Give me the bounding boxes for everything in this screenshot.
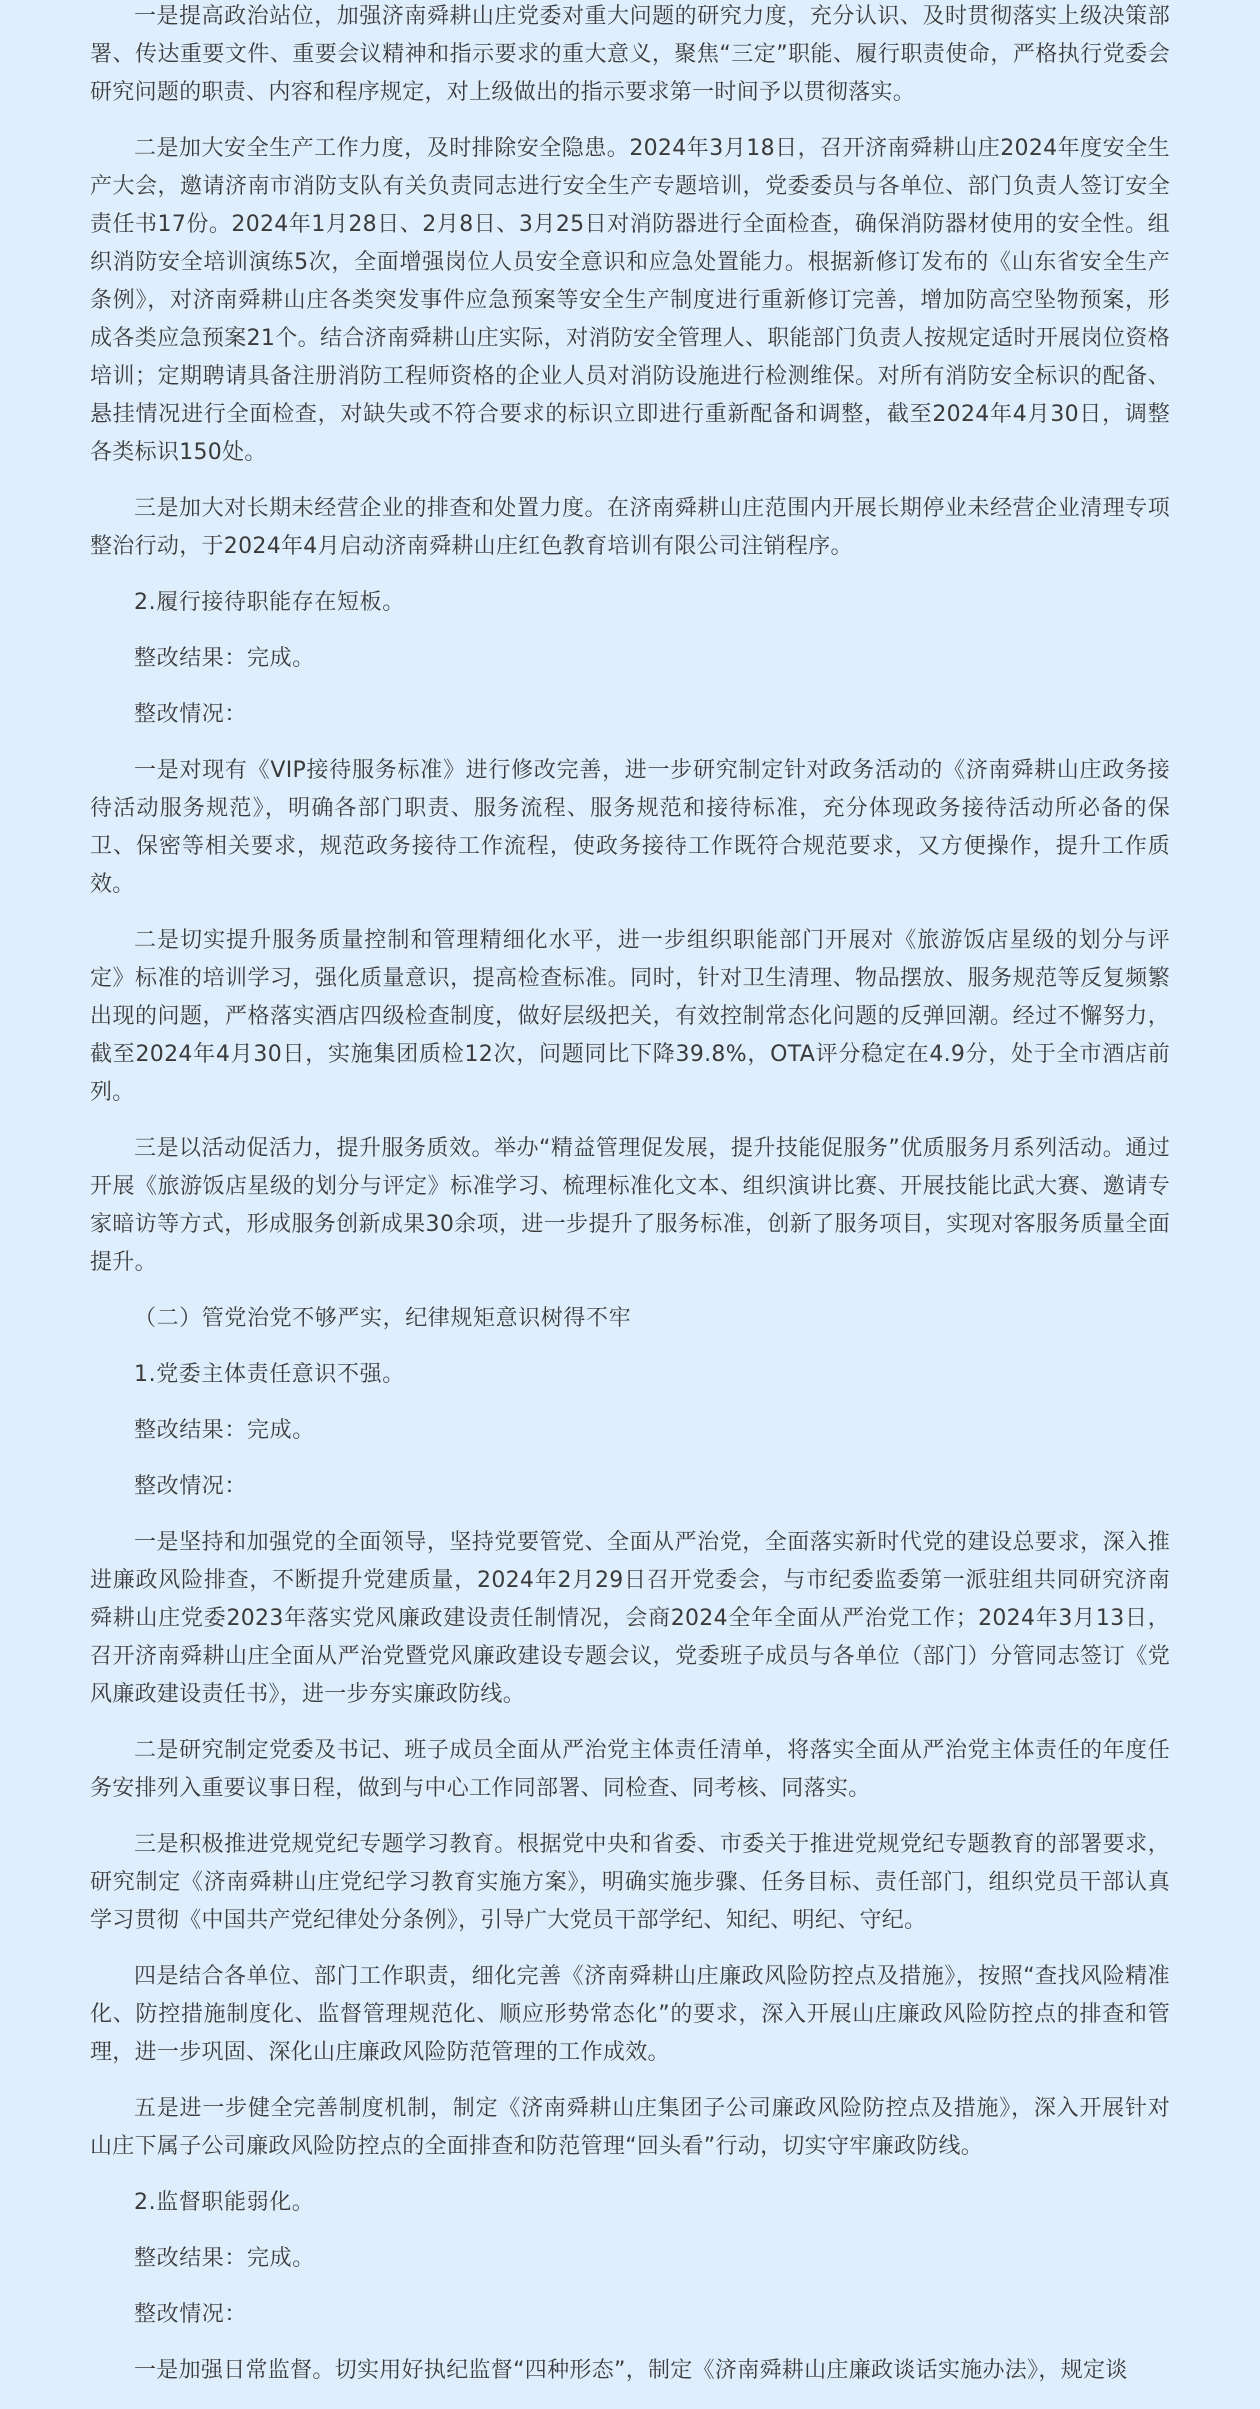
rectification-result-2: 整改结果：完成。 [134, 1418, 315, 1443]
paragraph-risk-control: 四是结合各单位、部门工作职责，细化完善《济南舜耕山庄廉政风险防控点及措施》，按照“查找风险精准化、防控措施制度化、监督管理规范化、顺应形势常态化”的要求，深入开展山庄廉政风险防控点的排查和管理，进一步巩固、深化山庄廉政风险防范管理的工作成效。 [90, 1964, 1170, 2065]
paragraph-dormant-enterprises: 三是加大对长期未经营企业的排查和处置力度。在济南舜耕山庄范围内开展长期停业未经营企业清理专项整治行动，于2024年4月启动济南舜耕山庄红色教育培训有限公司注销程序。 [90, 496, 1170, 559]
rectification-result-3: 整改结果：完成。 [134, 2246, 315, 2271]
paragraph-vip-standard: 一是对现有《VIP接待服务标准》进行修改完善，进一步研究制定针对政务活动的《济南舜耕山庄政务接待活动服务规范》，明确各部门职责、服务流程、服务规范和接待标准，充分体现政务接待活动所必备的保卫、保密等相关要求，规范政务接待工作流程，使政务接待工作既符合规范要求，又方便操作，提升工作质效。 [90, 758, 1170, 897]
heading-reception-shortcoming: 2.履行接待职能存在短板。 [134, 590, 405, 615]
rectification-status-2: 整改情况： [134, 1474, 248, 1499]
paragraph-party-leadership: 一是坚持和加强党的全面领导，坚持党要管党、全面从严治党，全面落实新时代党的建设总要求，深入推进廉政风险排查，不断提升党建质量，2024年2月29日召开党委会，与市纪委监委第一派驻组共同研究济南舜耕山庄党委2023年落实党风廉政建设责任制情况，会商2024全年全面从严治党工作；2024年3月13日，召开济南舜耕山庄全面从严治党暨党风廉政建设专题会议，党委班子成员与各单位（部门）分管同志签订《党风廉政建设责任书》，进一步夯实廉政防线。 [90, 1530, 1170, 1707]
rectification-status-1: 整改情况： [134, 702, 248, 727]
paragraph-responsibility-list: 二是研究制定党委及书记、班子成员全面从严治党主体责任清单，将落实全面从严治党主体责任的年度任务安排列入重要议事日程，做到与中心工作同部署、同检查、同考核、同落实。 [90, 1738, 1170, 1801]
section-heading-party-discipline: （二）管党治党不够严实，纪律规矩意识树得不牢 [134, 1306, 632, 1331]
article-body [90, 0, 1170, 2390]
paragraph-service-activity: 三是以活动促活力，提升服务质效。举办“精益管理促发展，提升技能促服务”优质服务月系列活动。通过开展《旅游饭店星级的划分与评定》标准学习、梳理标准化文本、组织演讲比赛、开展技能比武大赛、邀请专家暗访等方式，形成服务创新成果30余项，进一步提升了服务标准，创新了服务项目，实现对客服务质量全面提升。 [90, 1136, 1170, 1275]
heading-party-responsibility: 1.党委主体责任意识不强。 [134, 1362, 405, 1387]
paragraph-daily-supervision: 一是加强日常监督。切实用好执纪监督“四种形态”，制定《济南舜耕山庄廉政谈话实施办法》，规定谈 [134, 2358, 1128, 2383]
paragraph-political-stance: 一是提高政治站位，加强济南舜耕山庄党委对重大问题的研究力度，充分认识、及时贯彻落实上级决策部署、传达重要文件、重要会议精神和指示要求的重大意义，聚焦“三定”职能、履行职责使命，严格执行党委会研究问题的职责、内容和程序规定，对上级做出的指示要求第一时间予以贯彻落实。 [90, 4, 1170, 105]
paragraph-discipline-education: 三是积极推进党规党纪专题学习教育。根据党中央和省委、市委关于推进党规党纪专题教育的部署要求，研究制定《济南舜耕山庄党纪学习教育实施方案》，明确实施步骤、任务目标、责任部门，组织党员干部认真学习贯彻《中国共产党纪律处分条例》，引导广大党员干部学纪、知纪、明纪、守纪。 [90, 1832, 1170, 1933]
paragraph-service-quality: 二是切实提升服务质量控制和管理精细化水平，进一步组织职能部门开展对《旅游饭店星级的划分与评定》标准的培训学习，强化质量意识，提高检查标准。同时，针对卫生清理、物品摆放、服务规范等反复频繁出现的问题，严格落实酒店四级检查制度，做好层级把关，有效控制常态化问题的反弹回潮。经过不懈努力，截至2024年4月30日，实施集团质检12次，问题同比下降39.8%，OTA评分稳定在4.9分，处于全市酒店前列。 [90, 928, 1170, 1105]
rectification-result-1: 整改结果：完成。 [134, 646, 315, 671]
paragraph-safety-production: 二是加大安全生产工作力度，及时排除安全隐患。2024年3月18日，召开济南舜耕山庄2024年度安全生产大会，邀请济南市消防支队有关负责同志进行安全生产专题培训，党委委员与各单位、部门负责人签订安全责任书17份。2024年1月28日、2月8日、3月25日对消防器进行全面检查，确保消防器材使用的安全性。组织消防安全培训演练5次，全面增强岗位人员安全意识和应急处置能力。根据新修订发布的《山东省安全生产条例》，对济南舜耕山庄各类突发事件应急预案等安全生产制度进行重新修订完善，增加防高空坠物预案，形成各类应急预案21个。结合济南舜耕山庄实际，对消防安全管理人、职能部门负责人按规定适时开展岗位资格培训；定期聘请具备注册消防工程师资格的企业人员对消防设施进行检测维保。对所有消防安全标识的配备、悬挂情况进行全面检查，对缺失或不符合要求的标识立即进行重新配备和调整，截至2024年4月30日，调整各类标识150处。 [90, 136, 1170, 465]
paragraph-subsidiary-control: 五是进一步健全完善制度机制，制定《济南舜耕山庄集团子公司廉政风险防控点及措施》，深入开展针对山庄下属子公司廉政风险防控点的全面排查和防范管理“回头看”行动，切实守牢廉政防线。 [90, 2096, 1170, 2159]
heading-supervision-weak: 2.监督职能弱化。 [134, 2190, 315, 2215]
rectification-status-3: 整改情况： [134, 2302, 248, 2327]
